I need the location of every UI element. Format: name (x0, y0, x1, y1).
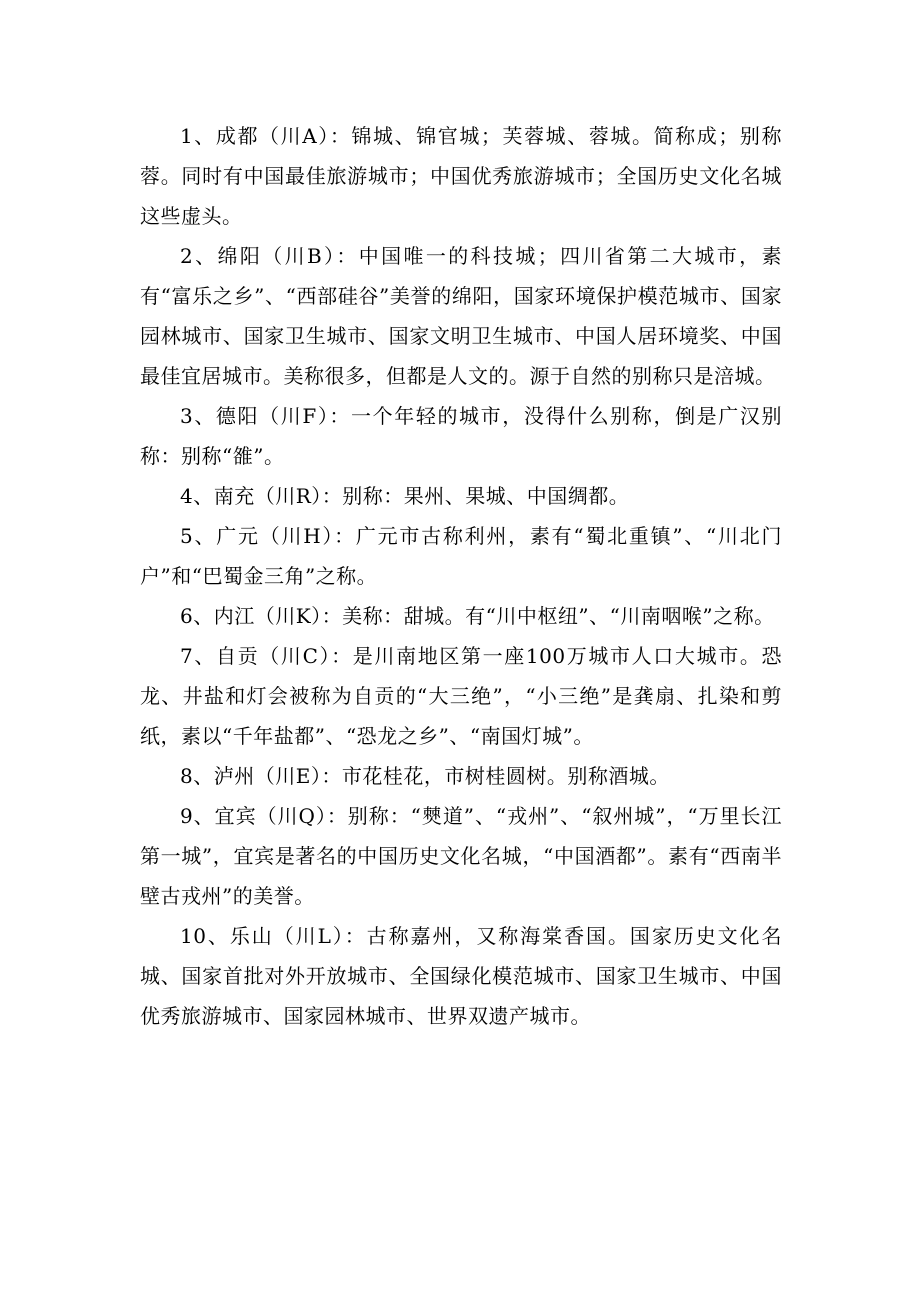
paragraph-chengdu: 1、成都（川A）：锦城、锦官城；芙蓉城、蓉城。简称成；别称蓉。同时有中国最佳旅游城市；中国优秀旅游城市；全国历史文化名城这些虚头。 (140, 124, 782, 228)
paragraph-nanchong: 4、南充（川R）：别称：果州、果城、中国绸都。 (180, 484, 630, 508)
paragraph-guangyuan: 5、广元（川H）：广元市古称利州，素有“蜀北重镇”、“川北门户”和“巴蜀金三角”之称。 (140, 524, 782, 588)
paragraph-zigong: 7、自贡（川C）：是川南地区第一座100万城市人口大城市。恐龙、井盐和灯会被称为自贡的“大三绝”，“小三绝”是龚扇、扎染和剪纸，素以“千年盐都”、“恐龙之乡”、“南国灯城”。 (140, 644, 782, 748)
paragraph-leshan: 10、乐山（川L）：古称嘉州，又称海棠香国。国家历史文化名城、国家首批对外开放城市、全国绿化模范城市、国家卫生城市、中国优秀旅游城市、国家园林城市、世界双遗产城市。 (140, 924, 782, 1028)
paragraph-deyang: 3、德阳（川F）：一个年轻的城市，没得什么别称，倒是广汉别称：别称“雒”。 (140, 404, 782, 468)
document-body (140, 116, 782, 1036)
paragraph-neijiang: 6、内江（川K）：美称：甜城。有“川中枢纽”、“川南咽喉”之称。 (180, 604, 775, 628)
paragraph-luzhou: 8、泸州（川E）：市花桂花，市树桂圆树。别称酒城。 (180, 764, 670, 788)
paragraph-mianyang: 2、绵阳（川B）：中国唯一的科技城；四川省第二大城市，素有“富乐之乡”、“西部硅谷”美誉的绵阳，国家环境保护模范城市、国家园林城市、国家卫生城市、国家文明卫生城市、中国人居环境奖、中国最佳宜居城市。美称很多，但都是人文的。源于自然的别称只是涪城。 (140, 244, 782, 388)
paragraph-yibin: 9、宜宾（川Q）：别称：“僰道”、“戎州”、“叙州城”，“万里长江第一城”，宜宾是著名的中国历史文化名城，“中国酒都”。素有“西南半壁古戎州”的美誉。 (140, 804, 782, 908)
